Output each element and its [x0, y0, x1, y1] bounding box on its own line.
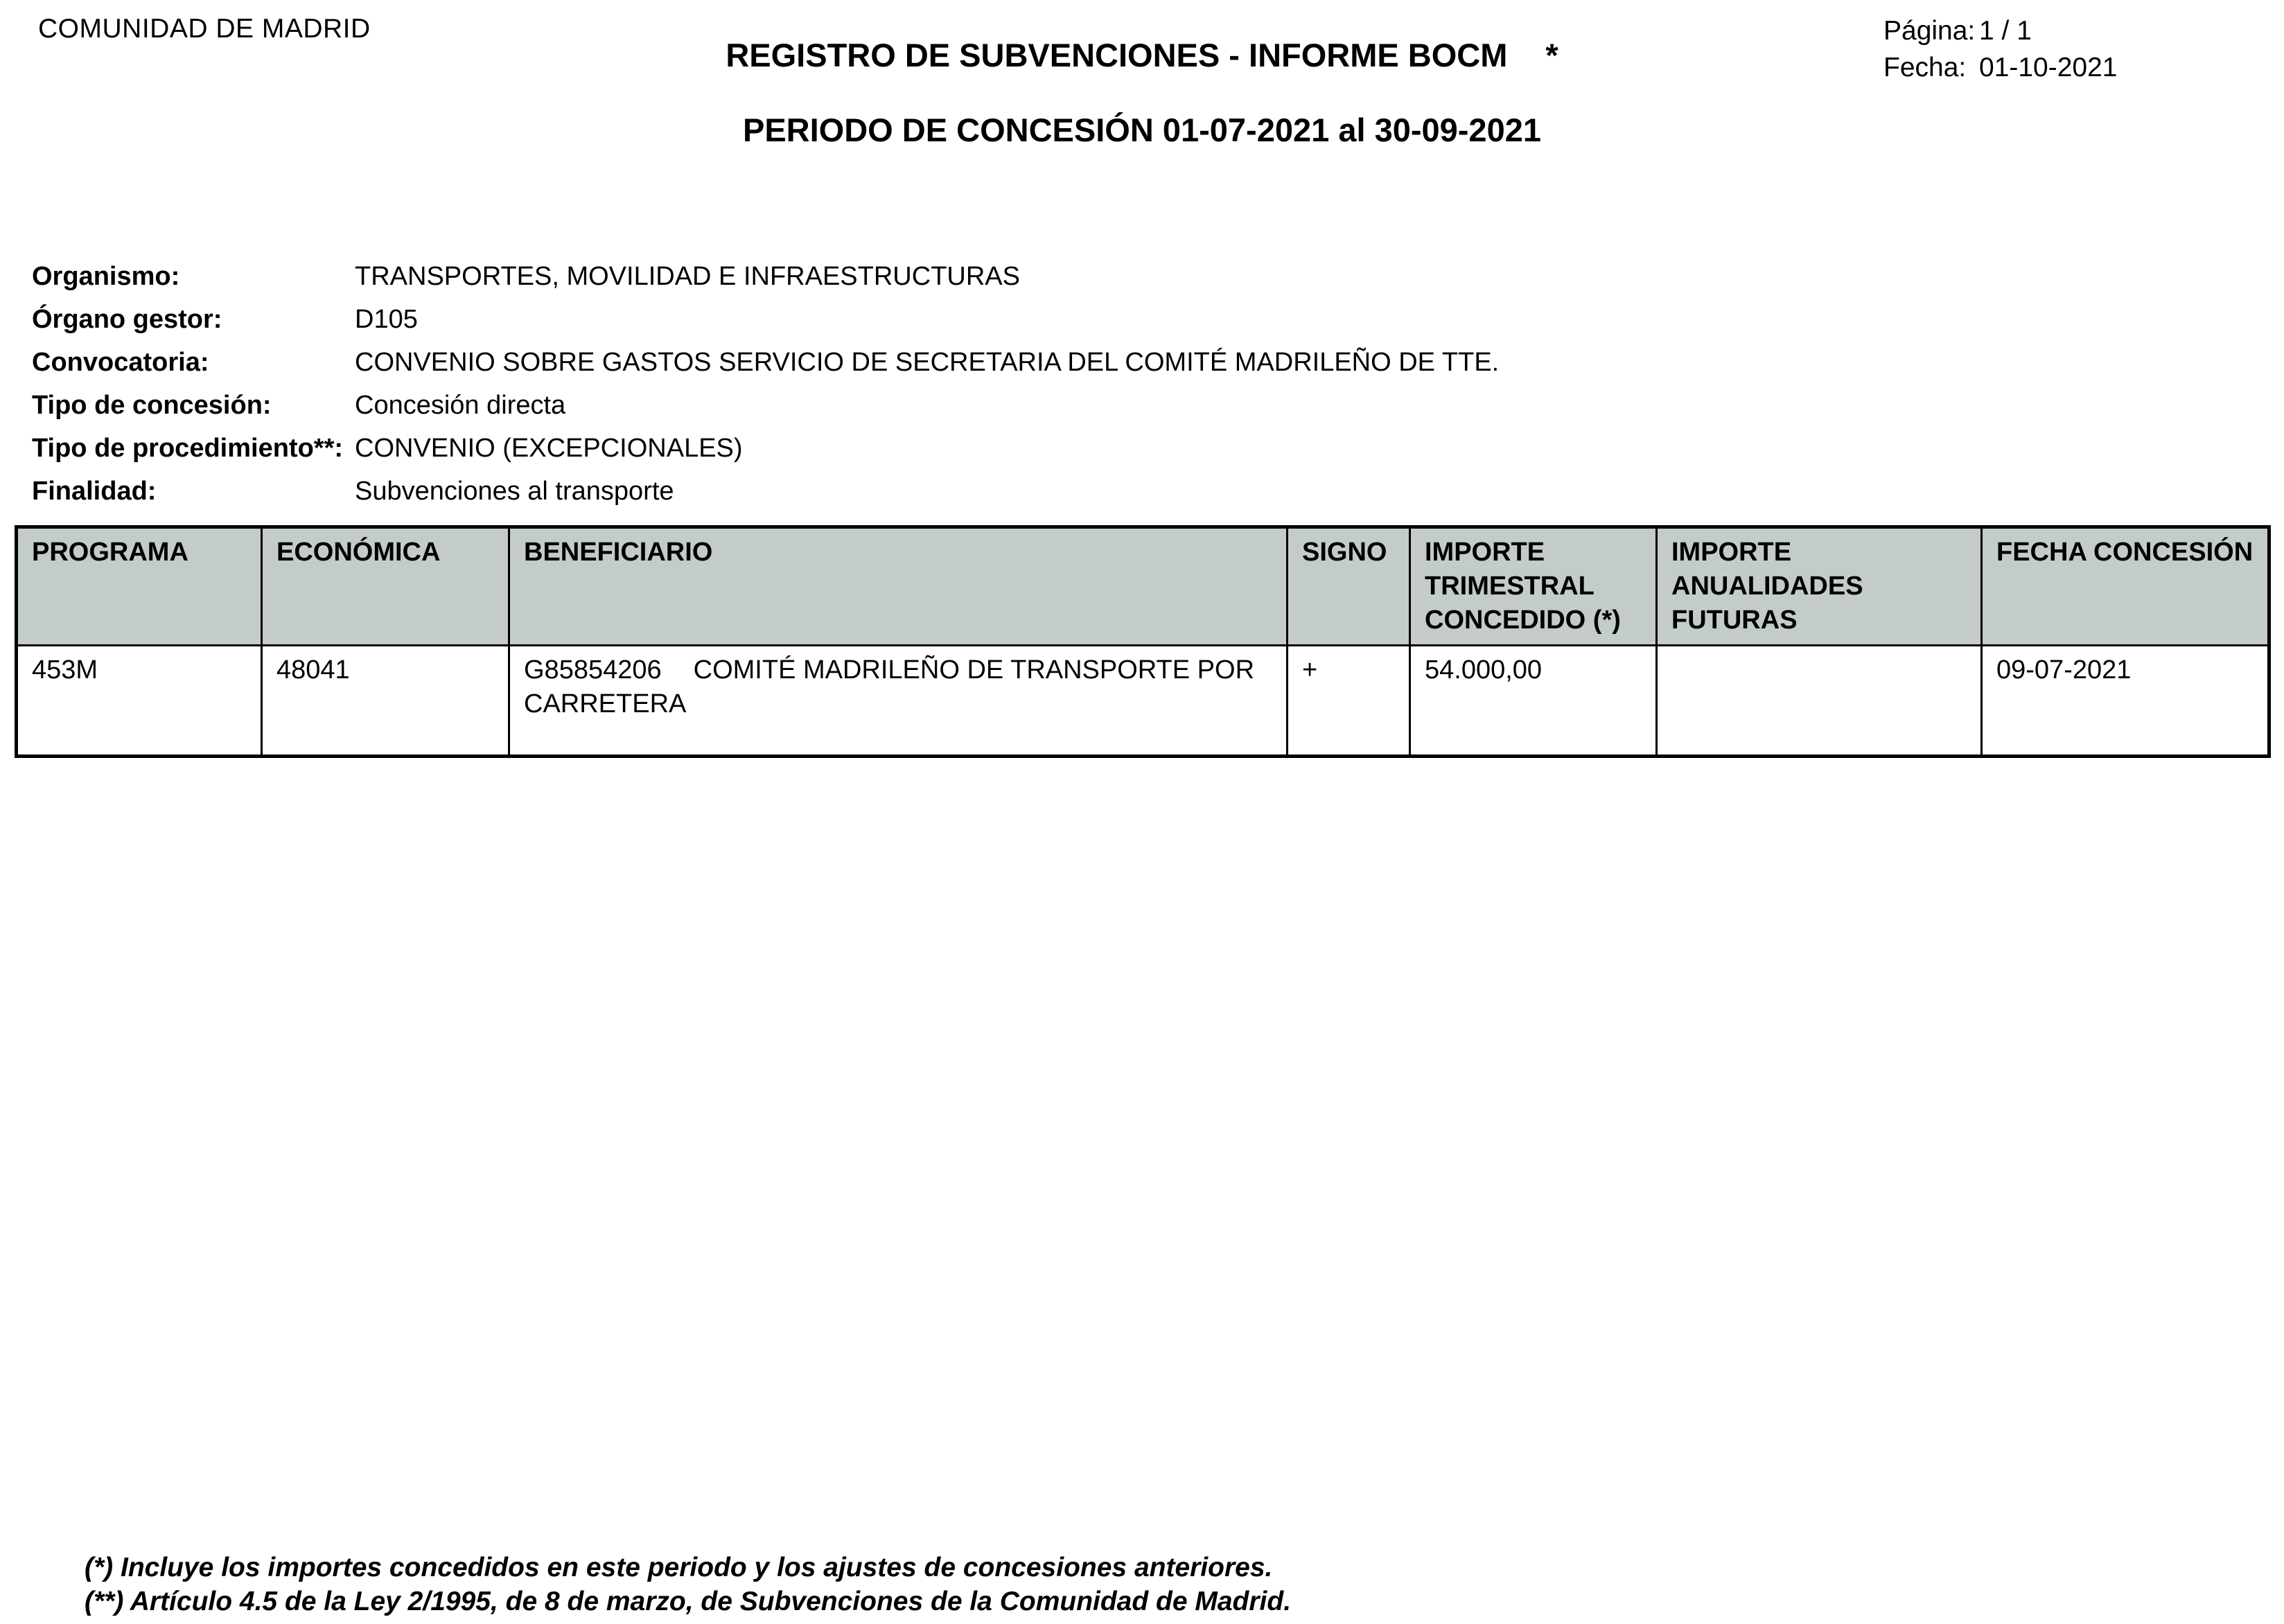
cell-economica: 48041 — [262, 646, 509, 757]
meta-value-tipo-procedimiento: CONVENIO (EXCEPCIONALES) — [355, 434, 743, 463]
report-subtitle: PERIODO DE CONCESIÓN 01-07-2021 al 30-09-2021 — [742, 112, 1541, 148]
page-number-line — [1883, 12, 2118, 49]
col-header-signo: SIGNO — [1288, 527, 1410, 646]
date-line — [1883, 49, 2118, 86]
report-title-text: REGISTRO DE SUBVENCIONES - INFORME BOCM — [726, 37, 1508, 73]
cell-importe-anualidades — [1657, 646, 1982, 757]
col-header-economica: ECONÓMICA — [262, 527, 509, 646]
cell-signo: + — [1288, 646, 1410, 757]
meta-row-finalidad — [32, 477, 1499, 520]
meta-row-organo-gestor — [32, 305, 1499, 348]
beneficiario-id: G85854206 — [524, 655, 662, 685]
org-name: COMUNIDAD DE MADRID — [38, 14, 371, 44]
meta-row-convocatoria — [32, 348, 1499, 391]
title-asterisk: * — [1545, 37, 1558, 73]
table-row — [17, 646, 2269, 757]
table-header-row — [17, 527, 2269, 646]
subvenciones-table — [15, 525, 2271, 758]
meta-row-tipo-procedimiento — [32, 434, 1499, 477]
col-header-beneficiario: BENEFICIARIO — [509, 527, 1288, 646]
cell-fecha-concesion: 09-07-2021 — [1982, 646, 2269, 757]
meta-row-tipo-concesion — [32, 391, 1499, 434]
cell-beneficiario — [509, 646, 1288, 757]
meta-label-organo-gestor: Órgano gestor: — [32, 305, 222, 334]
beneficiario-nombre: COMITÉ MADRILEÑO DE TRANSPORTE POR CARRETERA — [524, 655, 1255, 718]
meta-label-tipo-procedimiento: Tipo de procedimiento**: — [32, 434, 344, 463]
meta-value-finalidad: Subvenciones al transporte — [355, 477, 674, 506]
meta-value-convocatoria: CONVENIO SOBRE GASTOS SERVICIO DE SECRETARIA DEL COMITÉ MADRILEÑO DE TTE. — [355, 348, 1500, 377]
page-number-value: 1 / 1 — [1979, 16, 2032, 46]
meta-label-tipo-concesion: Tipo de concesión: — [32, 391, 272, 420]
col-header-programa: PROGRAMA — [17, 527, 262, 646]
date-label: Fecha: — [1883, 53, 1967, 82]
col-header-importe-trimestral: IMPORTE TRIMESTRAL CONCEDIDO (*) — [1410, 527, 1657, 646]
footnote-double-asterisk: (**) Artículo 4.5 de la Ley 2/1995, de 8 de marzo, de Subvenciones de la Comunidad de Madrid. — [85, 1587, 1292, 1616]
meta-value-organismo: TRANSPORTES, MOVILIDAD E INFRAESTRUCTURAS — [355, 262, 1020, 291]
meta-value-tipo-concesion: Concesión directa — [355, 391, 566, 420]
page-info — [1883, 12, 2118, 86]
meta-label-finalidad: Finalidad: — [32, 477, 157, 506]
col-header-fecha-concesion: FECHA CONCESIÓN — [1982, 527, 2269, 646]
date-value: 01-10-2021 — [1979, 53, 2118, 82]
cell-programa: 453M — [17, 646, 262, 757]
footnotes — [85, 1551, 1291, 1618]
metadata-block — [32, 262, 1499, 520]
col-header-importe-anualidades: IMPORTE ANUALIDADES FUTURAS — [1657, 527, 1982, 646]
meta-label-convocatoria: Convocatoria: — [32, 348, 209, 377]
meta-row-organismo — [32, 262, 1499, 305]
meta-value-organo-gestor: D105 — [355, 305, 418, 334]
page-number-label: Página: — [1883, 16, 1976, 46]
cell-importe-trimestral: 54.000,00 — [1410, 646, 1657, 757]
meta-label-organismo: Organismo: — [32, 262, 180, 291]
footnote-asterisk: (*) Incluye los importes concedidos en este periodo y los ajustes de concesiones anteriores. — [85, 1553, 1273, 1582]
